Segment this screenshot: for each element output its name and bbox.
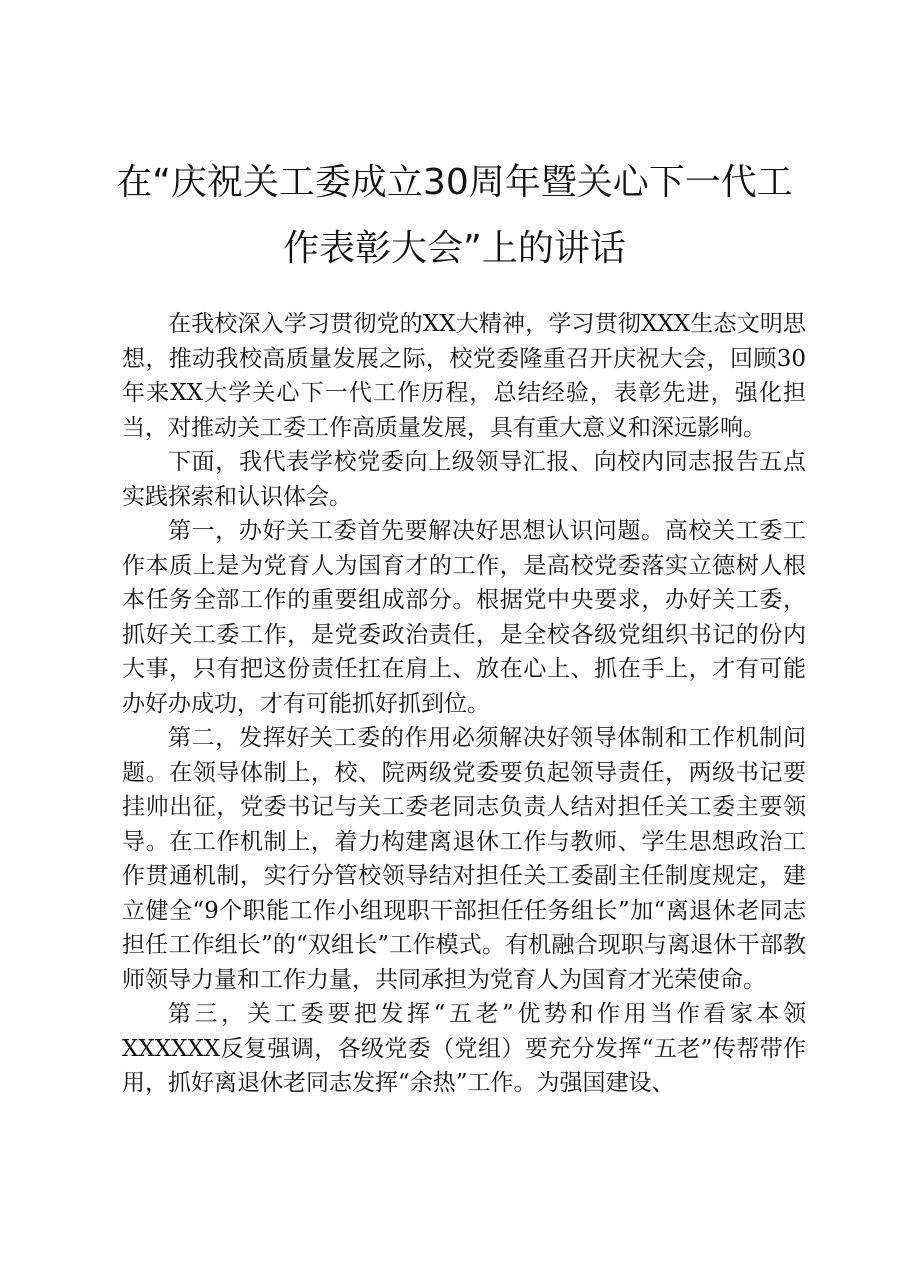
title-line-1: 在“庆祝关工委成立30周年暨关心下一代工 xyxy=(116,162,793,203)
paragraph-intro: 在我校深入学习贯彻党的XX大精神，学习贯彻XXX生态文明思想，推动我校高质量发展之际，校党委隆重召开庆祝大会，回顾30年来XX大学关心下一代工作历程，总结经验，表彰先进，强化担当，对推动关工委工作高质量发展，具有重大意义和深远影响。 xyxy=(122,311,806,441)
paragraph-third-point: 第三，关工委要把发挥“五老”优势和作用当作看家本领XXXXXX反复强调，各级党委（党组）要充分发挥“五老”传帮带作用，抓好离退休老同志发挥“余热”工作。为强国建设、 xyxy=(122,1001,806,1096)
document-title xyxy=(90,150,819,282)
paragraph-overview: 下面，我代表学校党委向上级领导汇报、向校内同志报告五点实践探索和认识体会。 xyxy=(122,449,806,510)
document-body xyxy=(122,307,806,1101)
title-line-2: 作表彰大会”上的讲话 xyxy=(283,228,626,269)
paragraph-first-point: 第一，办好关工委首先要解决好思想认识问题。高校关工委工作本质上是为党育人为国育才的工作，是高校党委落实立德树人根本任务全部工作的重要组成部分。根据党中央要求，办好关工委，抓好关工委工作，是党委政治责任，是全校各级党组织书记的份内大事，只有把这份责任扛在肩上、放在心上、抓在手上，才有可能办好办成功，才有可能抓好抓到位。 xyxy=(122,518,806,717)
paragraph-second-point: 第二，发挥好关工委的作用必须解决好领导体制和工作机制问题。在领导体制上，校、院两级党委要负起领导责任，两级书记要挂帅出征，党委书记与关工委老同志负责人结对担任关工委主要领导。在工作机制上，着力构建离退休工作与教师、学生思想政治工作贯通机制，实行分管校领导结对担任关工委副主任制度规定，建立健全“9个职能工作小组现职干部担任任务组长”加“离退休老同志担任工作组长”的“双组长”工作模式。有机融合现职与离退休干部教师领导力量和工作力量，共同承担为党育人为国育才光荣使命。 xyxy=(122,725,806,993)
